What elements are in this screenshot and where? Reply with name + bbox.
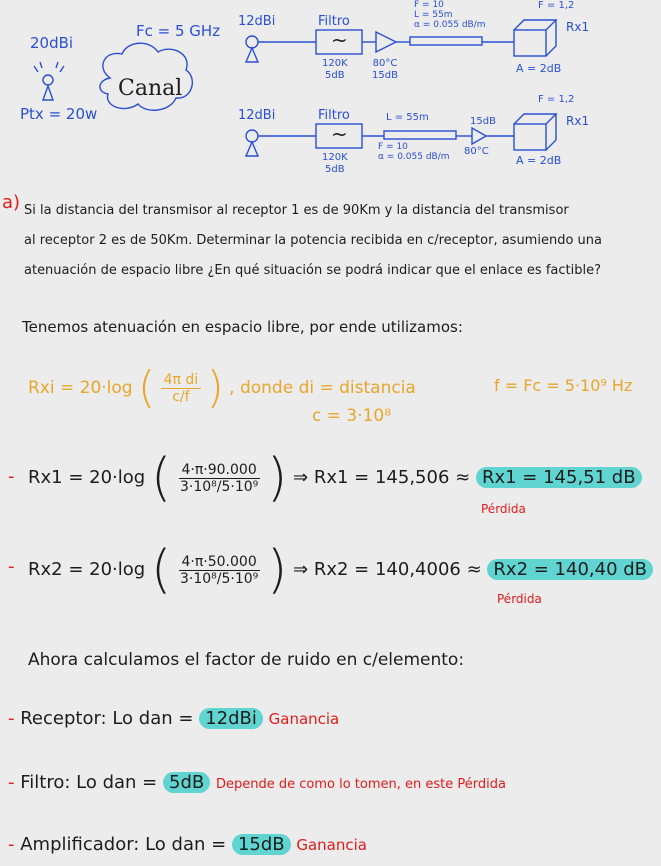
calc2-lhs: Rx2 = 20·log: [28, 559, 146, 580]
question-line: al receptor 2 es de 50Km. Determinar la potencia recibida en c/receptor, asumiendo una: [24, 233, 602, 248]
calc2-result: Rx2 = 140,40 dB: [487, 559, 653, 580]
chain1-receiver-noise: F = 1,2: [538, 0, 575, 11]
question-line: Si la distancia del transmisor al receptor 1 es de 90Km y la distancia del transmisor: [24, 203, 569, 218]
chain2-receiver-noise: F = 1,2: [538, 94, 575, 105]
item-value: 12dBi: [199, 708, 263, 729]
calc1-expression: Rx1 = 20·log ( $\frac{4\cdot\pi\cdot 90.000}{\text{3·10⁸/5·10⁹}}$ ) ⇒ Rx1 = 145,506 ≈ Rx1 = 145,51 dB: [28, 452, 642, 504]
answer-intro: Tenemos atenuación en espacio libre, por ende utilizamos:: [22, 318, 463, 336]
chain2-filter-symbol: ~: [331, 122, 348, 146]
item-label: Filtro: Lo dan =: [20, 772, 158, 793]
calc1-intermediate: ⇒ Rx1 = 145,506 ≈: [293, 467, 471, 488]
bullet-dash: -: [8, 556, 15, 577]
chain2-cable-length: L = 55m: [386, 112, 429, 123]
channel-label: Canal: [118, 76, 183, 101]
calc1-lhs: Rx1 = 20·log: [28, 467, 146, 488]
cable-1-box: [410, 37, 482, 45]
chain2-receiver-label: Rx1: [566, 114, 590, 128]
item-value: 15dB: [232, 834, 291, 855]
rx-antenna-1-icon: [246, 36, 258, 62]
carrier-frequency: Fc = 5 GHz: [136, 22, 221, 40]
item-label: Receptor: Lo dan =: [20, 708, 194, 729]
chain1-receiver-label: Rx1: [566, 20, 590, 34]
item-note: Ganancia: [296, 836, 367, 854]
item-value: 5dB: [163, 772, 210, 793]
receiver-1-cube-icon: [514, 20, 556, 56]
chain1-filter-specs: 120K 5dB: [322, 58, 348, 81]
chain2-cable-specs: F = 10 α = 0.055 dB/m: [378, 142, 450, 162]
question-line: atenuación de espacio libre ¿En qué situación se podrá indicar que el enlace es factible?: [24, 263, 601, 278]
chain2-antenna-gain: 12dBi: [238, 108, 276, 123]
noise-item-receptor: - Receptor: Lo dan = 12dBi Ganancia: [8, 708, 340, 729]
calc1-denominator: 3·10⁸/5·10⁹: [179, 478, 259, 495]
chain1-antenna-gain: 12dBi: [238, 14, 276, 29]
question-text: [24, 196, 602, 286]
chain2-filter-specs: 120K 5dB: [322, 152, 348, 175]
transmitter-antenna-icon: [34, 62, 64, 100]
receiver-2-cube-icon: [514, 114, 556, 150]
chain1-receiver-atten: A = 2dB: [516, 62, 562, 75]
cable-2-box: [384, 131, 456, 139]
chain2-filter-title: Filtro: [318, 108, 350, 123]
bullet-dash: -: [8, 466, 15, 487]
tx-antenna-gain: 20dBi: [30, 34, 74, 52]
formula-denominator: c/f: [172, 388, 190, 405]
item-note: Ganancia: [268, 710, 340, 728]
tx-power: Ptx = 20w: [20, 105, 98, 123]
chain1-filter-title: Filtro: [318, 14, 350, 29]
formula-f: f = Fc = 5·10⁹ Hz: [494, 376, 633, 395]
noise-intro: Ahora calculamos el factor de ruido en c/elemento:: [28, 650, 465, 670]
chain2-receiver-atten: A = 2dB: [516, 154, 562, 167]
formula-lhs: Rxi = 20·log: [28, 378, 133, 398]
formula-c: c = 3·10⁸: [312, 406, 392, 426]
chain1-cable-specs: F = 10 L = 55m α = 0.055 dB/m: [414, 0, 486, 30]
calc2-intermediate: ⇒ Rx2 = 140,4006 ≈: [293, 559, 482, 580]
noise-item-amplificador: - Amplificador: Lo dan = 15dB Ganancia: [8, 834, 367, 855]
amplifier-2-icon: [472, 128, 486, 144]
question-marker: a): [2, 192, 21, 213]
general-formula: Rxi = 20·log ( $\frac{\text{4π di}}{c/f}$ ) , donde di = distancia: [28, 362, 416, 413]
amplifier-1-icon: [376, 32, 396, 52]
formula-numerator: 4π di: [161, 372, 202, 389]
formula-where: , donde di = distancia: [229, 378, 416, 398]
chain2-amp-temp: 80°C: [464, 146, 489, 157]
chain1-amp-specs: 80°C 15dB: [372, 58, 398, 81]
calc1-note: Pérdida: [481, 502, 526, 516]
calc2-denominator: 3·10⁸/5·10⁹: [179, 570, 259, 587]
chain1-filter-symbol: ~: [331, 28, 348, 52]
chain2-amp-gain: 15dB: [470, 116, 496, 127]
calc2-numerator: 4·π·50.000: [179, 554, 260, 571]
item-label: Amplificador: Lo dan =: [20, 834, 227, 855]
rx-antenna-2-icon: [246, 130, 258, 156]
calc1-result: Rx1 = 145,51 dB: [476, 467, 642, 488]
calc2-note: Pérdida: [497, 592, 542, 606]
item-note: Depende de como lo tomen, en este Pérdida: [215, 777, 506, 792]
calc1-numerator: 4·π·90.000: [179, 462, 260, 479]
calc2-expression: Rx2 = 20·log ( $\frac{4\cdot\pi\cdot 50.000}{\text{3·10⁸/5·10⁹}}$ ) ⇒ Rx2 = 140,4006 ≈ Rx2 = 140,40 dB: [28, 544, 653, 596]
noise-item-filtro: - Filtro: Lo dan = 5dB Depende de como lo tomen, en este Pérdida: [8, 772, 506, 793]
